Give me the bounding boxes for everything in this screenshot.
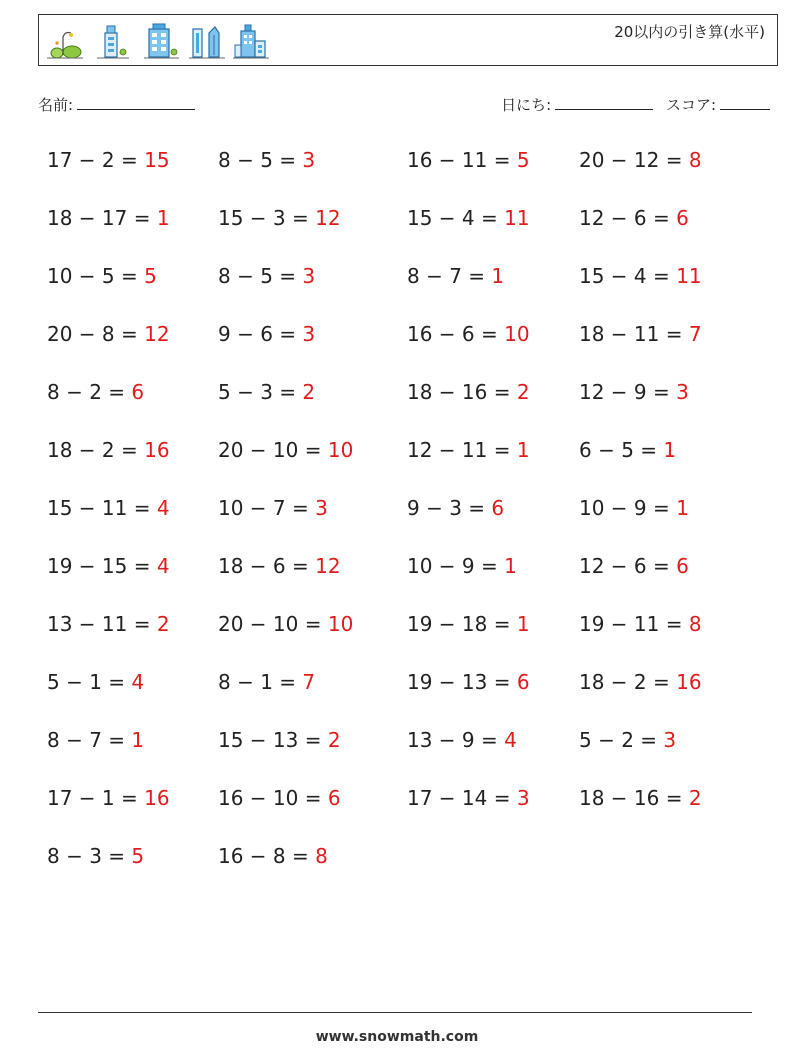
worksheet-title: 20以内の引き算(水平) <box>614 23 765 41</box>
problem-item <box>218 317 407 375</box>
problem-answer: 6 <box>491 496 505 520</box>
problem-item <box>407 375 579 433</box>
problem-answer: 5 <box>144 264 157 288</box>
problem-answer: 1 <box>504 554 517 578</box>
problem-answer: 2 <box>302 380 316 404</box>
problem-item <box>407 781 579 839</box>
problem-answer: 1 <box>491 264 505 288</box>
problem-expression: 20 − 10 = <box>218 612 328 636</box>
problem-item <box>218 549 407 607</box>
problem-item <box>218 723 407 781</box>
problem-answer: 12 <box>144 322 170 346</box>
problem-item <box>407 491 579 549</box>
office-building-icon <box>141 21 181 61</box>
problem-answer: 8 <box>315 844 328 868</box>
problem-item <box>407 201 579 259</box>
problem-expression: 8 − 5 = <box>218 148 303 172</box>
problem-answer: 3 <box>676 380 689 404</box>
problem-expression: 18 − 2 = <box>47 438 145 462</box>
problem-expression: 17 − 2 = <box>47 148 145 172</box>
park-tree-icon <box>45 21 85 61</box>
problem-item <box>407 607 579 665</box>
worksheet-header <box>38 14 778 66</box>
problem-expression: 15 − 11 = <box>47 496 157 520</box>
problem-expression: 6 − 5 = <box>579 438 664 462</box>
problem-expression: 10 − 9 = <box>407 554 505 578</box>
problem-expression: 16 − 8 = <box>218 844 316 868</box>
problem-item <box>579 723 747 781</box>
name-label: 名前: <box>38 96 74 114</box>
problem-item <box>47 259 218 317</box>
problem-answer: 12 <box>315 554 341 578</box>
problem-expression: 8 − 7 = <box>47 728 132 752</box>
problem-item <box>47 317 218 375</box>
problem-answer: 1 <box>516 438 530 462</box>
date-label: 日にち: <box>501 96 552 114</box>
problem-item <box>47 201 218 259</box>
problem-item <box>579 375 747 433</box>
problem-expression: 20 − 8 = <box>47 322 145 346</box>
problem-item <box>218 781 407 839</box>
problem-item <box>407 317 579 375</box>
problem-item <box>407 433 579 491</box>
problem-answer: 16 <box>676 670 702 694</box>
problem-item <box>218 665 407 723</box>
problem-item <box>47 433 218 491</box>
date-blank <box>555 93 653 110</box>
problem-answer: 16 <box>144 438 170 462</box>
problem-answer: 1 <box>156 206 170 230</box>
problem-expression: 18 − 16 = <box>579 786 689 810</box>
footer-url: www.snowmath.com <box>315 1029 479 1045</box>
problem-answer: 2 <box>327 728 341 752</box>
problem-answer: 3 <box>302 264 316 288</box>
problem-answer: 12 <box>315 206 341 230</box>
problem-item <box>47 549 218 607</box>
problem-expression: 15 − 4 = <box>407 206 505 230</box>
problem-expression: 15 − 4 = <box>579 264 677 288</box>
problem-answer: 2 <box>156 612 170 636</box>
problem-expression: 10 − 5 = <box>47 264 145 288</box>
problem-answer: 1 <box>663 438 677 462</box>
problem-answer: 10 <box>504 322 530 346</box>
problem-answer: 4 <box>504 728 517 752</box>
problem-answer: 3 <box>663 728 677 752</box>
problem-answer: 4 <box>156 496 170 520</box>
problem-answer: 3 <box>302 148 316 172</box>
problem-item <box>579 143 747 201</box>
problem-item <box>47 723 218 781</box>
problem-item <box>579 665 747 723</box>
score-blank <box>720 93 770 110</box>
problem-item <box>218 839 407 897</box>
problem-answer: 6 <box>131 380 145 404</box>
problem-answer: 8 <box>688 612 702 636</box>
problem-item <box>579 201 747 259</box>
problem-answer: 4 <box>156 554 170 578</box>
problem-expression: 9 − 3 = <box>407 496 492 520</box>
problem-expression: 5 − 2 = <box>579 728 664 752</box>
problem-answer: 10 <box>327 438 354 462</box>
problem-item <box>407 143 579 201</box>
footer-divider <box>38 1012 752 1013</box>
problem-item <box>47 665 218 723</box>
problem-expression: 19 − 18 = <box>407 612 517 636</box>
problem-expression: 17 − 1 = <box>47 786 145 810</box>
score-label: スコア: <box>665 96 716 114</box>
problem-item <box>218 201 407 259</box>
problem-item <box>218 433 407 491</box>
problem-expression: 18 − 17 = <box>47 206 157 230</box>
problem-answer: 5 <box>516 148 530 172</box>
date-score-fields <box>501 93 770 115</box>
problem-expression: 15 − 3 = <box>218 206 316 230</box>
problem-item <box>579 259 747 317</box>
problem-answer: 2 <box>688 786 702 810</box>
problem-expression: 17 − 14 = <box>407 786 517 810</box>
problem-item <box>218 375 407 433</box>
problem-item <box>218 607 407 665</box>
city-building-icon <box>231 21 271 61</box>
problem-expression: 8 − 2 = <box>47 380 132 404</box>
problem-answer: 6 <box>676 554 689 578</box>
problem-answer: 2 <box>516 380 530 404</box>
problem-answer: 7 <box>688 322 702 346</box>
problem-item <box>579 491 747 549</box>
problem-answer: 15 <box>144 148 170 172</box>
problem-expression: 18 − 16 = <box>407 380 517 404</box>
problem-item <box>47 781 218 839</box>
problem-expression: 8 − 3 = <box>47 844 132 868</box>
problem-item <box>579 781 747 839</box>
problem-expression: 13 − 9 = <box>407 728 505 752</box>
problem-item <box>407 259 579 317</box>
problem-item <box>47 143 218 201</box>
problem-expression: 19 − 15 = <box>47 554 157 578</box>
problem-expression: 8 − 7 = <box>407 264 492 288</box>
problem-answer: 10 <box>327 612 354 636</box>
problem-item <box>579 549 747 607</box>
tower-building-icon <box>93 21 133 61</box>
problem-expression: 18 − 11 = <box>579 322 689 346</box>
problem-answer: 11 <box>504 206 530 230</box>
problem-expression: 8 − 1 = <box>218 670 303 694</box>
problem-expression: 16 − 6 = <box>407 322 505 346</box>
problem-expression: 16 − 11 = <box>407 148 517 172</box>
problem-item <box>407 723 579 781</box>
problem-expression: 15 − 13 = <box>218 728 328 752</box>
problem-answer: 8 <box>688 148 702 172</box>
problem-answer: 11 <box>676 264 702 288</box>
problem-answer: 3 <box>302 322 316 346</box>
student-info-row <box>38 93 770 117</box>
problem-expression: 9 − 6 = <box>218 322 303 346</box>
problem-expression: 20 − 10 = <box>218 438 328 462</box>
problem-expression: 18 − 6 = <box>218 554 316 578</box>
problem-expression: 12 − 9 = <box>579 380 677 404</box>
problem-item <box>579 607 747 665</box>
problem-answer: 6 <box>327 786 341 810</box>
problem-expression: 13 − 11 = <box>47 612 157 636</box>
problem-answer: 3 <box>315 496 328 520</box>
problem-item <box>218 259 407 317</box>
problem-expression: 10 − 7 = <box>218 496 316 520</box>
problem-item <box>218 491 407 549</box>
problem-expression: 20 − 12 = <box>579 148 689 172</box>
problem-item <box>47 839 218 897</box>
problem-expression: 5 − 1 = <box>47 670 132 694</box>
problem-answer: 4 <box>131 670 145 694</box>
problem-expression: 5 − 3 = <box>218 380 303 404</box>
problem-item <box>407 549 579 607</box>
problem-item <box>579 317 747 375</box>
problem-item <box>579 433 747 491</box>
problem-answer: 1 <box>131 728 145 752</box>
problem-item <box>407 665 579 723</box>
problem-item <box>47 491 218 549</box>
name-field <box>38 93 195 115</box>
problem-answer: 3 <box>516 786 530 810</box>
problem-answer: 6 <box>516 670 530 694</box>
problem-expression: 12 − 6 = <box>579 206 677 230</box>
problem-expression: 10 − 9 = <box>579 496 677 520</box>
problem-expression: 8 − 5 = <box>218 264 303 288</box>
problem-expression: 19 − 11 = <box>579 612 689 636</box>
problem-answer: 5 <box>131 844 145 868</box>
problem-expression: 19 − 13 = <box>407 670 517 694</box>
problem-answer: 1 <box>676 496 689 520</box>
problem-item <box>218 143 407 201</box>
problem-grid <box>47 143 747 897</box>
problem-item <box>47 607 218 665</box>
problem-answer: 6 <box>676 206 689 230</box>
problem-answer: 16 <box>144 786 170 810</box>
problem-expression: 12 − 6 = <box>579 554 677 578</box>
skyscraper-icon <box>187 21 227 61</box>
problem-expression: 18 − 2 = <box>579 670 677 694</box>
name-blank <box>77 93 195 110</box>
problem-item <box>47 375 218 433</box>
problem-answer: 7 <box>302 670 316 694</box>
problem-expression: 12 − 11 = <box>407 438 517 462</box>
problem-answer: 1 <box>516 612 530 636</box>
problem-expression: 16 − 10 = <box>218 786 328 810</box>
